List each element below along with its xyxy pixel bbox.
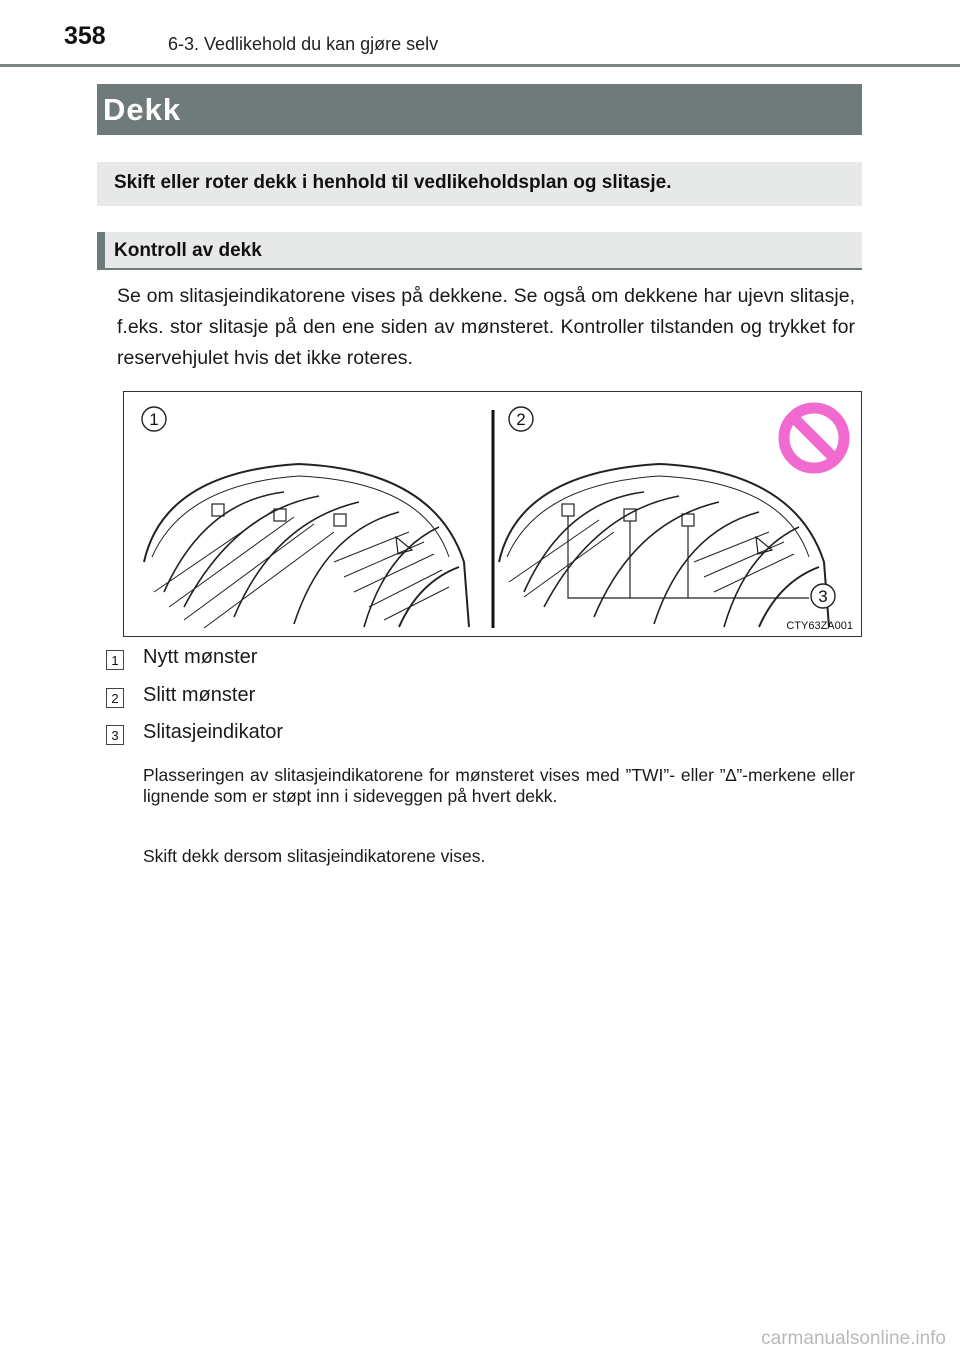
section-title: Dekk <box>103 92 182 127</box>
svg-text:1: 1 <box>149 410 159 429</box>
legend-text: Slitasjeindikator <box>143 721 284 743</box>
prohibition-icon <box>784 408 844 468</box>
callout-3 <box>811 584 835 608</box>
section-reference: 6-3. Vedlikehold du kan gjøre selv <box>168 34 439 54</box>
figure-code: CTY63ZA001 <box>786 620 853 632</box>
tire-tread-illustration <box>123 391 862 637</box>
subsection-heading <box>97 232 862 270</box>
heading-accent-bar <box>97 232 105 268</box>
wear-indicator-note: Plasseringen av slitasjeindikatorene for mønsteret vises med ”TWI”- eller ”∆”-merkene eller lignende som er støpt inn i sideveggen på hvert dekk. <box>143 765 855 806</box>
watermark: carmanualsonline.info <box>761 1328 946 1349</box>
page-number: 358 <box>64 22 106 50</box>
legend-number: 3 <box>106 725 124 745</box>
replace-tire-note: Skift dekk dersom slitasjeindikatorene vises. <box>143 846 486 866</box>
subsection-title: Kontroll av dekk <box>114 240 262 261</box>
legend-text: Slitt mønster <box>143 684 256 706</box>
page-header <box>0 0 960 66</box>
legend-text: Nytt mønster <box>143 646 258 668</box>
callout-1 <box>142 407 166 431</box>
legend-number: 2 <box>106 688 124 708</box>
svg-text:2: 2 <box>516 410 526 429</box>
tire-diagram-svg <box>124 392 861 636</box>
subsection-body: Se om slitasjeindikatorene vises på dekkene. Se også om dekkene har ujevn slitasje, f.eks. stor slitasje på den ene siden av mønsteret. Kontroller tilstanden og trykket for reservehjulet hvis det ikke roteres. <box>117 285 855 369</box>
callout-2 <box>509 407 533 431</box>
tire-new-tread-icon <box>144 464 469 628</box>
section-title-bar <box>97 84 862 135</box>
header-divider <box>0 64 960 67</box>
legend-number: 1 <box>106 650 124 670</box>
svg-text:3: 3 <box>818 587 828 606</box>
intro-box <box>97 162 862 206</box>
tire-worn-tread-icon <box>499 464 829 627</box>
intro-text: Skift eller roter dekk i henhold til vedlikeholdsplan og slitasje. <box>114 172 672 193</box>
